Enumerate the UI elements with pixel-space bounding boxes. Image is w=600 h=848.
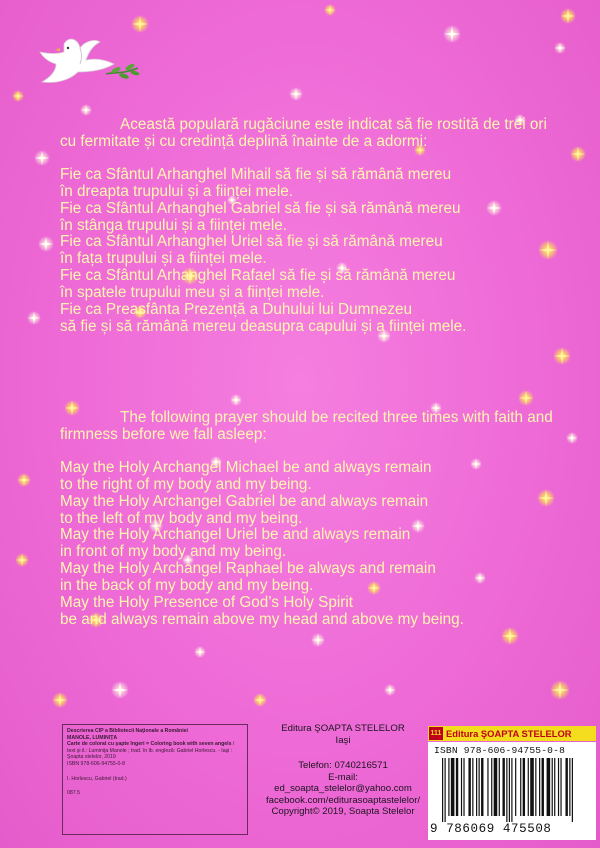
publisher-block: [258, 723, 428, 746]
sparkle-star-icon: [566, 432, 578, 444]
cip-book-title: Carte de colorat cu şapte îngeri = Coloring book with: [67, 741, 198, 748]
barcode-bar: [476, 758, 477, 816]
sparkle-star-icon: [501, 627, 519, 645]
prayer-line-ro: Fie ca Preasfânta Prezență a Duhului lui Dumnezeu: [60, 301, 413, 319]
barcode-bar: [511, 758, 512, 822]
barcode-bar: [461, 758, 462, 816]
barcode-bar: [487, 758, 488, 816]
cip-book-title-2: seven angels: [198, 741, 232, 748]
cip-description: [67, 741, 243, 761]
sparkle-star-icon: [253, 693, 267, 707]
prayer-line-en: May the Holy Archangel Michael be and always remain: [60, 458, 432, 476]
prayer-line-en: be and always remain above my head and above my being.: [60, 610, 464, 628]
prayer-line-ro: să fie și să rămână mereu deasupra capului și a ființei mele.: [60, 317, 467, 335]
prayer-line-ro: în fața trupului și a ființei mele.: [60, 250, 267, 268]
barcode-bar: [558, 758, 559, 816]
prayer-line-ro: Fie ca Sfântul Arhanghel Gabriel să fie și să rămână mereu: [60, 199, 461, 217]
sparkle-star-icon: [553, 347, 571, 365]
sparkle-star-icon: [15, 553, 29, 567]
barcode-digits: 9 786069 475508: [430, 822, 552, 836]
logo-mark-icon: 111: [429, 727, 443, 740]
publisher-email: E-mail: ed_soapta_stelelor@yahoo.com: [274, 771, 412, 795]
prayer-line-ro: Fie ca Sfântul Arhanghel Mihail să fie și să rămână mereu: [60, 165, 452, 183]
barcode-bar: [502, 758, 504, 816]
barcode-icon: [442, 758, 592, 822]
sparkle-star-icon: [289, 87, 303, 101]
barcode-bar: [451, 758, 455, 816]
barcode-bar: [530, 758, 534, 816]
barcode-bar: [445, 758, 446, 822]
cip-classification: 087.5: [67, 790, 80, 797]
prayer-line-ro: Fie ca Sfântul Arhanghel Rafael să fie și să rămână mereu: [60, 267, 456, 285]
prayer-line-ro: în stânga trupului și a ființei mele.: [60, 216, 288, 234]
sparkle-star-icon: [17, 473, 31, 487]
barcode-bar: [535, 758, 536, 816]
barcode-bar: [542, 758, 544, 816]
prayer-line-ro: în spatele trupului meu și a ființei mele.: [60, 284, 325, 302]
barcode-bar: [552, 758, 553, 816]
barcode-bar: [472, 758, 473, 816]
barcode-bar: [479, 758, 480, 816]
sparkle-star-icon: [560, 8, 576, 24]
publisher-facebook: facebook.com/editurasoaptastelelor/: [265, 794, 421, 806]
sparkle-star-icon: [52, 692, 68, 708]
sparkle-star-icon: [324, 4, 336, 16]
barcode-bar: [448, 758, 449, 816]
isbn-label: ISBN 978-606-94755-0-8: [434, 745, 566, 756]
cip-isbn: ISBN 978-606-94755-0-8: [67, 760, 125, 767]
sparkle-star-icon: [550, 680, 570, 700]
sparkle-star-icon: [27, 311, 41, 325]
cip-title: Descrierea CIP a Bibliotecii Naţionale a României: [67, 728, 188, 734]
barcode-bar: [520, 758, 521, 816]
publisher-phone: Telefon: 0740216571: [298, 760, 388, 771]
barcode-bar: [463, 758, 464, 816]
prayer-romanian: [60, 117, 560, 336]
prayer-line-en: May the Holy Archangel Raphael be always and remain: [60, 560, 436, 578]
sparkle-star-icon: [554, 42, 566, 54]
prayer-line-ro: Fie ca Sfântul Arhanghel Uriel să fie și să rămână mereu: [60, 233, 443, 251]
sparkle-star-icon: [111, 681, 129, 699]
sparkle-star-icon: [384, 684, 396, 696]
prayer-intro-en: The following prayer should be recited three times with faith and firmness before we fall asleep:: [60, 409, 553, 443]
sparkle-star-icon: [443, 25, 461, 43]
barcode-bar: [565, 758, 567, 816]
publisher-contact: [258, 760, 428, 818]
prayer-line-ro: în dreapta trupului și a ființei mele.: [60, 182, 293, 200]
barcode-bar: [523, 758, 525, 816]
barcode-bar: [456, 758, 458, 816]
prayer-intro-ro: Această populară rugăciune este indicat să fie rostită de trei ori cu fermitate și cu credință deplină înainte de a adormi:: [60, 116, 547, 150]
barcode-bar: [442, 758, 443, 822]
barcode-bar: [509, 758, 510, 822]
prayer-line-en: to the right of my body and my being.: [60, 475, 312, 493]
cip-catalog-box: [62, 724, 248, 835]
logo-text: Editura ŞOAPTA STELELOR: [446, 728, 572, 739]
isbn-barcode-box: [428, 742, 596, 840]
barcode-bar: [481, 758, 483, 816]
cip-contributor: I. Horlescu, Gabriel (trad.): [67, 775, 127, 782]
cip-author: MANOLE, LUMINIŢA: [67, 734, 118, 741]
prayer-line-en: to the left of my body and my being.: [60, 509, 303, 527]
publisher-copyright: Copyright© 2019, Soapta Stelelor: [271, 806, 415, 818]
prayer-line-en: May the Holy Presence of God’s Holy Spirit: [60, 594, 354, 612]
barcode-bar: [491, 758, 492, 816]
prayer-english: [60, 410, 560, 629]
prayer-line-en: May the Holy Archangel Gabriel be and always remain: [60, 492, 429, 510]
publisher-name: Editura ŞOAPTA STELELOR: [281, 723, 405, 734]
barcode-bar: [572, 758, 573, 822]
barcode-bar: [547, 758, 551, 816]
prayer-line-en: in the back of my body and my being.: [60, 577, 314, 595]
barcode-bar: [569, 758, 570, 816]
barcode-bar: [539, 758, 540, 816]
publisher-city: Iaşi: [335, 734, 351, 746]
barcode-bar: [515, 758, 516, 816]
barcode-bar: [494, 758, 498, 816]
cip-credits: / text şi il.: Luminiţa Manole ; trad. în lb. engleză: Gabriel Horlescu. - Iaşi : Şoapta stelelor, 2019: [67, 741, 235, 761]
prayer-line-en: May the Holy Archangel Uriel be and always remain: [60, 526, 411, 544]
sparkle-star-icon: [311, 633, 325, 647]
sparkle-star-icon: [80, 104, 92, 116]
sparkle-star-icon: [38, 236, 54, 252]
sparkle-star-icon: [230, 394, 242, 406]
barcode-bar: [499, 758, 500, 816]
prayer-line-en: in front of my body and my being.: [60, 543, 287, 561]
sparkle-star-icon: [12, 90, 24, 102]
barcode-bar: [506, 758, 507, 822]
sparkle-star-icon: [570, 146, 586, 162]
publisher-logo: [428, 726, 596, 741]
sparkle-star-icon: [34, 150, 50, 166]
sparkle-star-icon: [518, 390, 534, 406]
dove-icon: [34, 34, 146, 98]
barcode-bar: [528, 758, 529, 816]
barcode-bar: [560, 758, 561, 816]
sparkle-star-icon: [194, 646, 206, 658]
sparkle-star-icon: [131, 15, 149, 33]
barcode-bar: [554, 758, 555, 816]
barcode-bar: [468, 758, 470, 816]
